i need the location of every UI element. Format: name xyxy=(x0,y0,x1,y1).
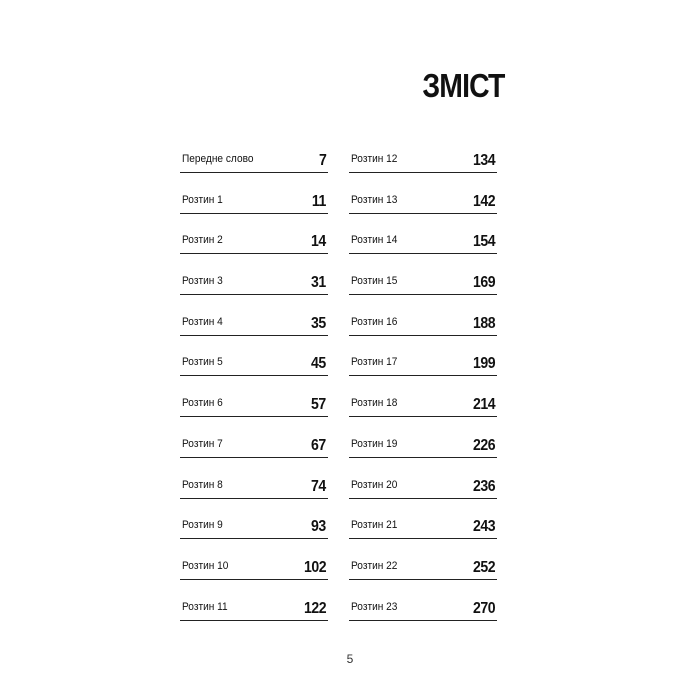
toc-entry xyxy=(349,472,497,513)
toc-entry-rule xyxy=(349,375,497,376)
toc-entry xyxy=(349,390,497,431)
toc-entry-page: 31 xyxy=(311,274,326,292)
toc-entry-label: Передне слово xyxy=(182,153,254,165)
toc-entry-page: 226 xyxy=(472,436,495,454)
toc-entry-label: Розтин 2 xyxy=(182,234,223,247)
toc-entry-page: 14 xyxy=(311,233,326,251)
toc-entry-label: Розтин 20 xyxy=(351,478,398,491)
toc-entry-page: 11 xyxy=(311,192,326,210)
toc-entry xyxy=(180,512,328,553)
toc-entry-label: Розтин 19 xyxy=(351,437,398,450)
toc-entry-page: 57 xyxy=(311,396,326,414)
toc-entry-page: 74 xyxy=(311,477,326,495)
toc-entry xyxy=(349,594,497,635)
toc-entry-label: Розтин 14 xyxy=(351,234,398,247)
toc-entry-page: 35 xyxy=(311,314,326,332)
toc-entry-rule xyxy=(349,538,497,539)
toc-entry-label: Розтин 22 xyxy=(351,559,398,572)
toc-entry-page: 188 xyxy=(472,314,495,332)
toc-entry-page: 236 xyxy=(472,477,495,495)
toc-entry-page: 93 xyxy=(311,518,326,536)
toc-entry-label: Розтин 10 xyxy=(182,559,229,572)
toc-entry-page: 252 xyxy=(472,558,495,576)
toc-entry-page: 7 xyxy=(318,152,326,169)
toc-entry xyxy=(180,227,328,268)
toc-entry-rule xyxy=(180,335,328,336)
toc-entry-page: 142 xyxy=(472,192,495,210)
toc-entry xyxy=(349,349,497,390)
toc-entry-label: Розтин 11 xyxy=(182,600,228,613)
toc-entry-rule xyxy=(349,457,497,458)
toc-entry xyxy=(349,268,497,309)
toc-entry-rule xyxy=(180,538,328,539)
toc-entry xyxy=(180,187,328,228)
toc-entry xyxy=(180,553,328,594)
toc-entry-page: 270 xyxy=(472,599,495,617)
toc-entry xyxy=(180,268,328,309)
toc-entry-page: 45 xyxy=(311,355,326,373)
toc-entry-rule xyxy=(180,579,328,580)
toc-entry xyxy=(349,431,497,472)
toc-entry-page: 214 xyxy=(472,396,495,414)
toc-entry-rule xyxy=(180,498,328,499)
toc-entry xyxy=(349,553,497,594)
toc-entry xyxy=(180,431,328,472)
toc-entry-rule xyxy=(180,253,328,254)
toc-entry-rule xyxy=(349,172,497,173)
toc-entry xyxy=(349,309,497,350)
toc-entry-rule xyxy=(349,416,497,417)
toc-entry-rule xyxy=(180,213,328,214)
toc-entry-rule xyxy=(349,294,497,295)
toc-entry-page: 169 xyxy=(472,274,495,292)
toc-entry xyxy=(180,349,328,390)
toc-entry-rule xyxy=(180,375,328,376)
toc-entry xyxy=(349,187,497,228)
toc-entry-rule xyxy=(349,579,497,580)
toc-entry-label: Розтин 6 xyxy=(182,397,223,410)
toc-entry-rule xyxy=(180,620,328,621)
toc-entry xyxy=(180,472,328,513)
toc-entry-page: 67 xyxy=(311,436,326,454)
toc-entry-rule xyxy=(349,213,497,214)
page-number: 5 xyxy=(346,652,354,666)
toc-entry-page: 243 xyxy=(472,518,495,536)
toc-entry-label: Розтин 17 xyxy=(351,356,398,369)
toc-entry-label: Розтин 9 xyxy=(182,519,223,532)
toc-column-left xyxy=(180,146,328,634)
toc-entry-label: Розтин 21 xyxy=(351,519,398,532)
toc-entry-label: Розтин 23 xyxy=(351,600,398,613)
page-title: ЗМІСТ xyxy=(421,67,504,104)
toc-entry-rule xyxy=(349,620,497,621)
toc-entry-page: 102 xyxy=(303,558,326,576)
toc-entry xyxy=(180,390,328,431)
toc-entry-rule xyxy=(180,416,328,417)
toc-entry xyxy=(180,146,328,187)
toc-entry-label: Розтин 13 xyxy=(351,193,398,206)
toc-entry-label: Розтин 15 xyxy=(351,275,398,288)
toc-entry-label: Розтин 3 xyxy=(182,275,223,288)
toc-entry-page: 134 xyxy=(472,152,495,169)
toc-entry-label: Розтин 8 xyxy=(182,478,223,491)
toc-entry-rule xyxy=(349,253,497,254)
toc-entry-rule xyxy=(180,457,328,458)
toc-entry-rule xyxy=(180,294,328,295)
toc-entry xyxy=(349,512,497,553)
toc-entry-label: Розтин 7 xyxy=(182,437,223,450)
toc-entry xyxy=(349,146,497,187)
toc-entry-rule xyxy=(349,498,497,499)
toc-entry-label: Розтин 16 xyxy=(351,315,398,328)
toc-entry-label: Розтин 5 xyxy=(182,356,223,369)
toc-entry-label: Розтин 18 xyxy=(351,397,398,410)
toc-entry-page: 122 xyxy=(303,599,326,617)
toc-entry-rule xyxy=(349,335,497,336)
toc-entry xyxy=(180,594,328,635)
toc-entry-label: Розтин 1 xyxy=(182,193,223,206)
toc-entry xyxy=(349,227,497,268)
toc-entry-rule xyxy=(180,172,328,173)
toc-column-right xyxy=(349,146,497,634)
toc-entry-page: 199 xyxy=(472,355,495,373)
toc-entry xyxy=(180,309,328,350)
toc-entry-label: Розтин 12 xyxy=(351,153,398,165)
toc-entry-page: 154 xyxy=(472,233,495,251)
toc-entry-label: Розтин 4 xyxy=(182,315,223,328)
